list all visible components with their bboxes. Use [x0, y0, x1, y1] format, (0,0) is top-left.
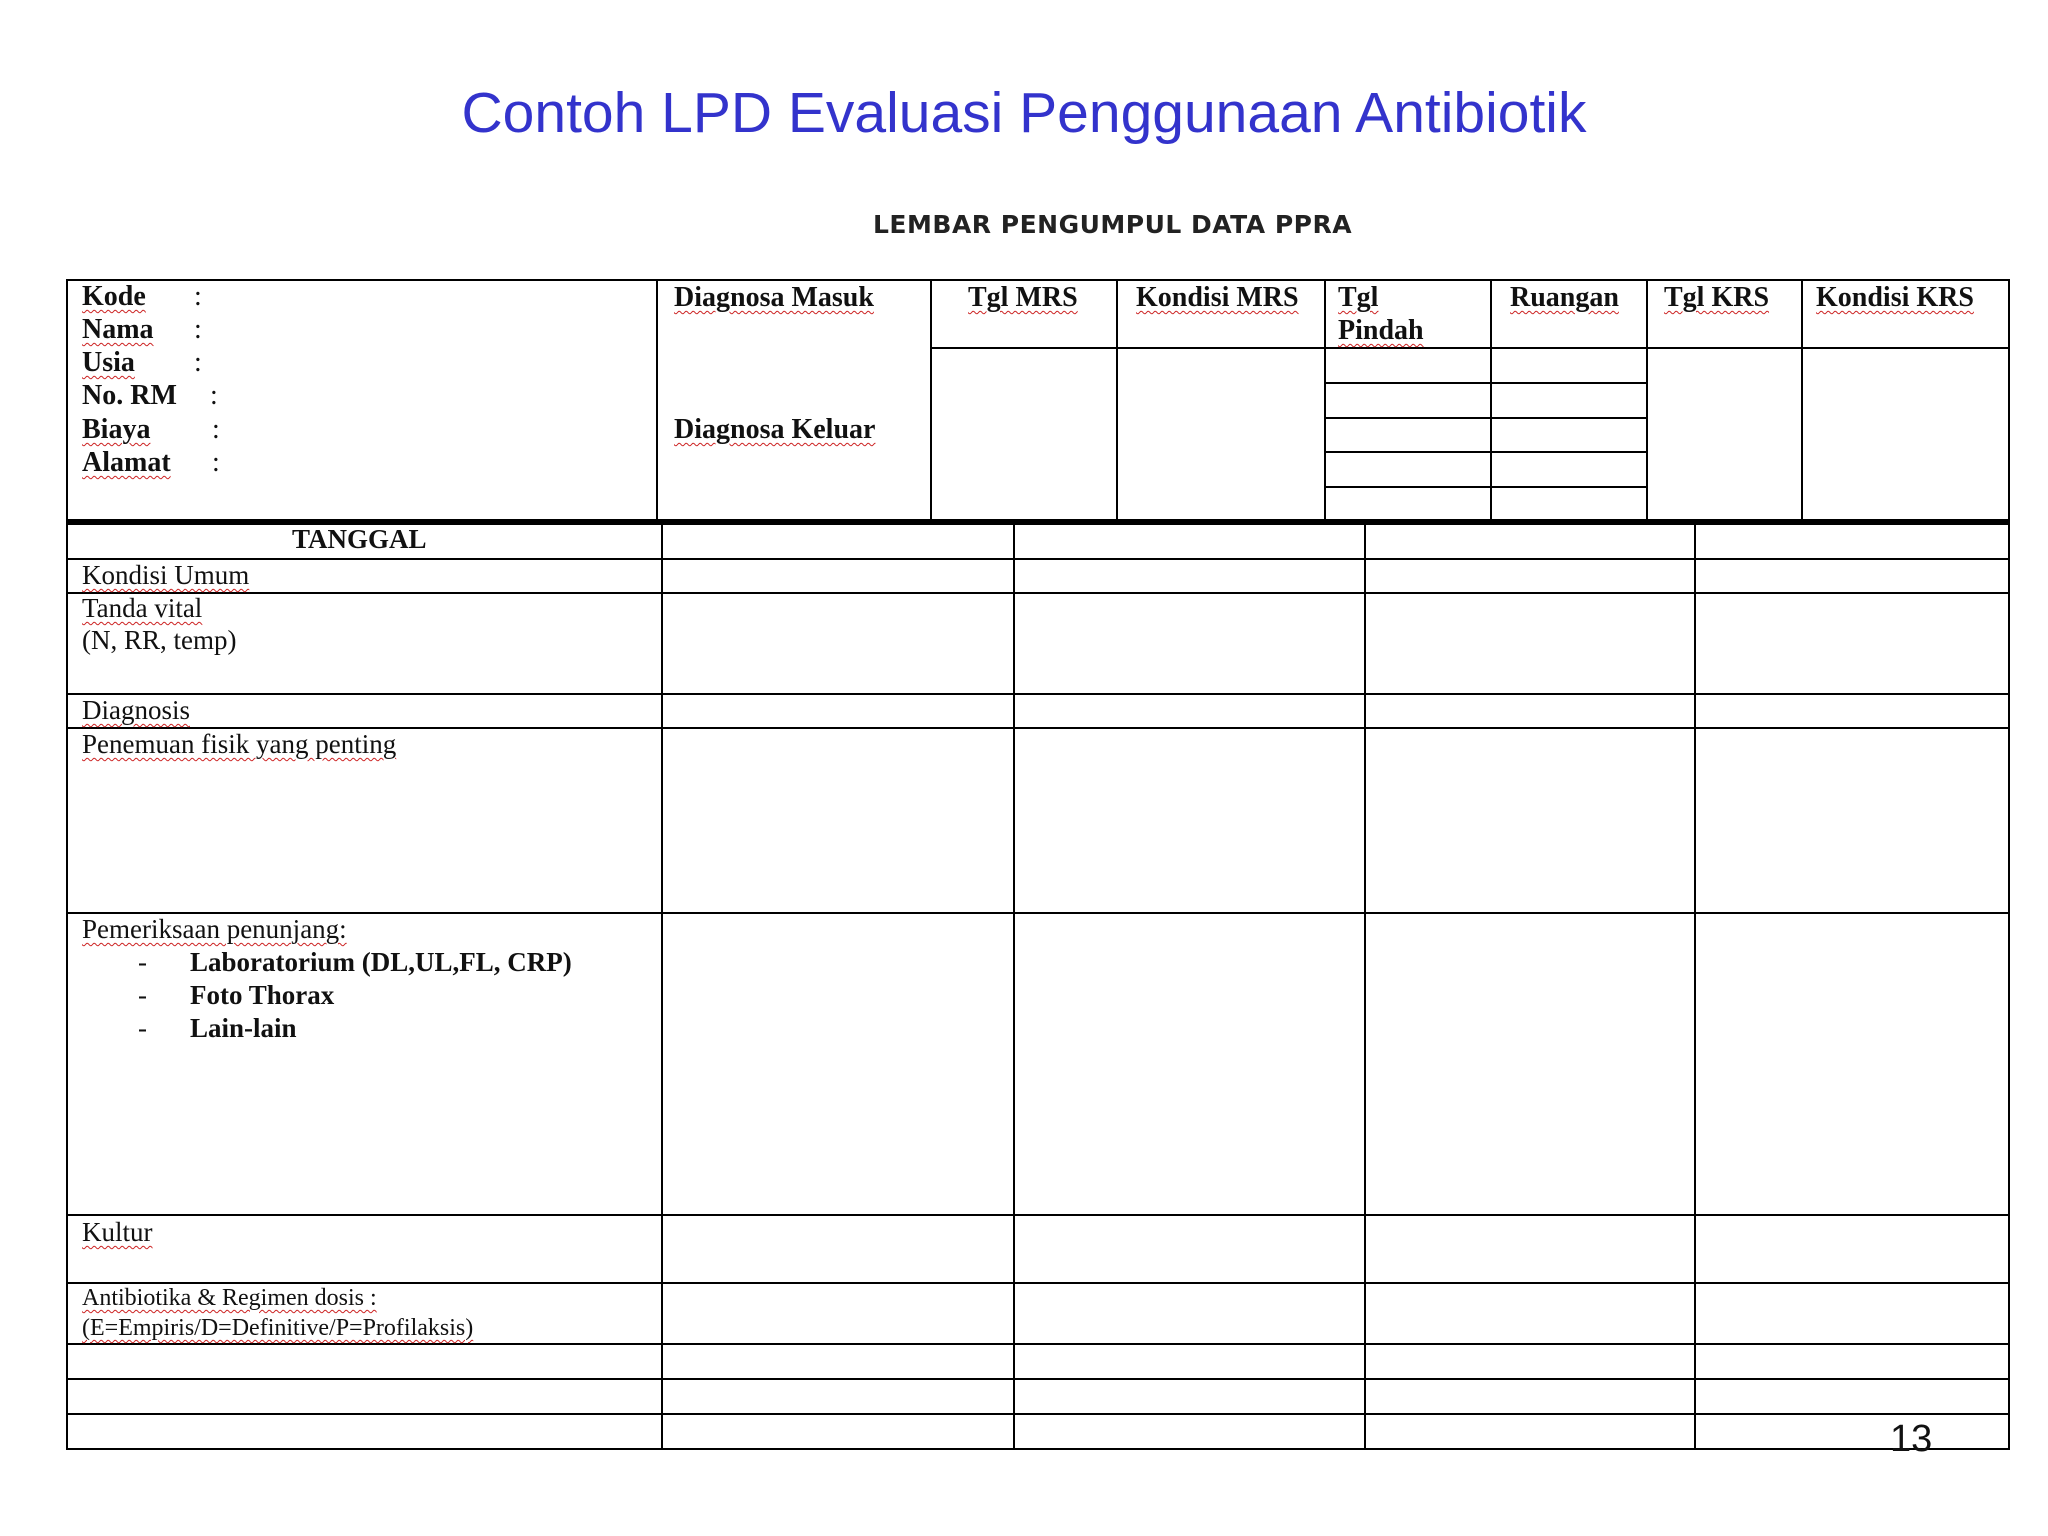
divider — [1013, 525, 1015, 1448]
field-label: Biaya — [82, 414, 151, 445]
field-kode — [82, 281, 202, 313]
label-text: Kondisi Umum — [82, 560, 250, 590]
label-text: Tgl — [1338, 282, 1379, 313]
field-label: Usia — [82, 347, 135, 378]
bullet-dash: - — [138, 947, 147, 977]
row-antibiotika — [82, 1283, 473, 1343]
field-label: Nama — [82, 314, 154, 345]
label-text: Tanda vital — [82, 593, 203, 623]
field-alamat — [82, 447, 220, 479]
divider — [1116, 281, 1118, 519]
divider — [656, 281, 658, 519]
label-text: Tgl KRS — [1664, 282, 1770, 313]
label-text: Diagnosa Masuk — [674, 282, 874, 313]
label-text: Ruangan — [1510, 282, 1619, 313]
label-text: Tgl MRS — [968, 282, 1078, 313]
divider — [1490, 281, 1492, 519]
divider — [1324, 417, 1646, 419]
field-colon: : — [210, 380, 218, 411]
row-kultur — [82, 1216, 153, 1248]
divider — [1646, 281, 1648, 519]
tgl-mrs-header — [968, 281, 1078, 314]
diagnosa-masuk-label — [674, 281, 874, 314]
row-diagnosis — [82, 694, 190, 726]
field-no-rm — [82, 380, 218, 412]
tanggal-header: TANGGAL — [292, 524, 427, 554]
item-text: Lain-lain — [190, 1013, 297, 1043]
divider — [1694, 525, 1696, 1448]
label-text: Kondisi KRS — [1816, 282, 1974, 313]
divider — [68, 1214, 2008, 1216]
field-colon: : — [194, 281, 202, 312]
field-usia — [82, 347, 202, 379]
field-biaya — [82, 414, 220, 446]
divider — [930, 347, 2010, 349]
field-label: No. RM — [82, 380, 177, 411]
label-text: (E=Empiris/D=Definitive/P=Profilaksis) — [82, 1315, 474, 1341]
divider — [930, 281, 932, 519]
item-text: Foto Thorax — [190, 980, 335, 1010]
field-colon: : — [194, 347, 202, 378]
divider — [68, 592, 2008, 594]
row-penemuan-fisik — [82, 728, 396, 760]
divider — [1324, 281, 1326, 519]
kondisi-mrs-header — [1136, 281, 1299, 314]
bullet-dash: - — [138, 1013, 147, 1043]
label-text: Kultur — [82, 1217, 153, 1247]
field-colon: : — [194, 314, 202, 345]
field-label: Kode — [82, 281, 146, 312]
ruangan-header — [1510, 281, 1619, 314]
divider — [1801, 281, 1803, 519]
patient-header-table — [66, 279, 2010, 521]
divider — [1364, 525, 1366, 1448]
tgl-pindah-header — [1338, 281, 1424, 347]
label-text: (N, RR, temp) — [82, 625, 237, 655]
label-text: Penemuan fisik yang penting — [82, 729, 397, 759]
monitoring-table — [66, 521, 2010, 1450]
divider — [661, 525, 663, 1448]
slide-title: Contoh LPD Evaluasi Penggunaan Antibiotik — [461, 81, 1587, 145]
kondisi-krs-header — [1816, 281, 1974, 314]
divider — [68, 1378, 2008, 1380]
divider — [68, 1413, 2008, 1415]
divider — [68, 558, 2008, 560]
form-title: LEMBAR PENGUMPUL DATA PPRA — [873, 210, 1353, 239]
row-tanda-vital — [82, 592, 237, 656]
row-kondisi-umum — [82, 559, 249, 591]
field-label: Alamat — [82, 447, 171, 478]
divider — [68, 912, 2008, 914]
label-text: Antibiotika & Regimen dosis : — [82, 1285, 377, 1311]
label-text: Kondisi MRS — [1136, 282, 1299, 313]
field-colon: : — [212, 414, 220, 445]
field-nama — [82, 314, 202, 346]
bullet-dash: - — [138, 980, 147, 1010]
divider — [1324, 451, 1646, 453]
divider — [68, 693, 2008, 695]
divider — [1324, 382, 1646, 384]
label-text: Diagnosa Keluar — [674, 414, 876, 445]
page-number: 13 — [1890, 1418, 1933, 1460]
label-text: Diagnosis — [82, 695, 190, 725]
label-text: Pindah — [1338, 315, 1424, 346]
item-text: Laboratorium (DL,UL,FL, CRP) — [190, 947, 572, 977]
divider — [68, 1343, 2008, 1345]
label-text: Pemeriksaan penunjang: — [82, 914, 347, 944]
field-colon: : — [212, 447, 220, 478]
tgl-krs-header — [1664, 281, 1769, 314]
row-pemeriksaan — [82, 913, 347, 945]
divider — [1324, 486, 1646, 488]
diagnosa-keluar-label — [674, 413, 875, 446]
